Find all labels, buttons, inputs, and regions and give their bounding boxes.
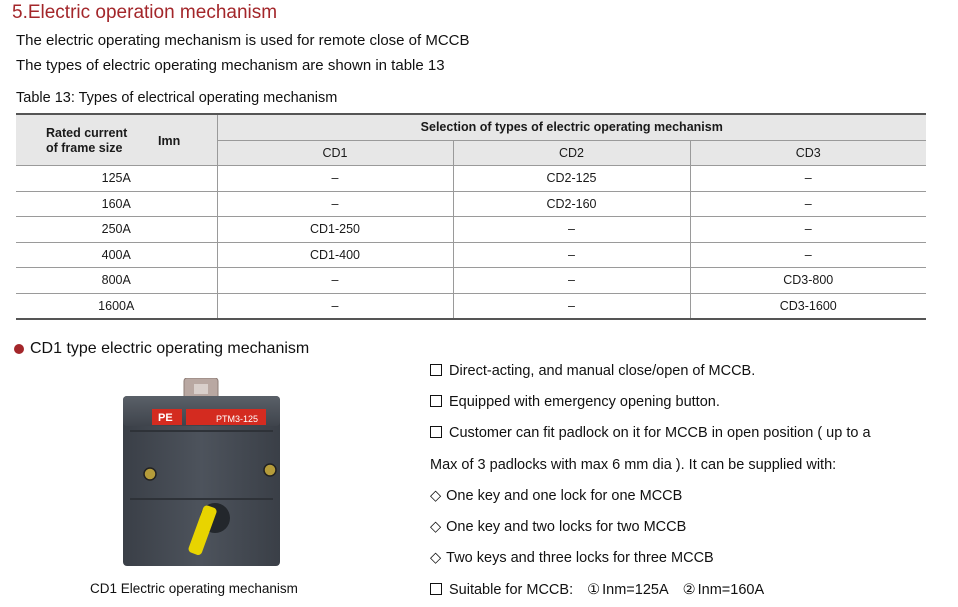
option-text: One key and one lock for one MCCB xyxy=(446,488,683,504)
table-row xyxy=(16,191,926,217)
table-row xyxy=(16,293,926,319)
feature-item-continued: Max of 3 padlocks with max 6 mm dia ). It can be supplied with: xyxy=(430,457,837,473)
checkbox-square-icon xyxy=(430,583,442,595)
rating-option-1: Inm=125A xyxy=(602,582,669,598)
circled-number-1: ① xyxy=(587,582,601,598)
selection-header: Selection of types of electric operating mechanism xyxy=(217,114,926,140)
table-cell: 400A xyxy=(16,242,217,268)
feature-item xyxy=(430,363,755,379)
table-cell: 125A xyxy=(16,166,217,192)
table-cell: – xyxy=(453,268,690,294)
rating-option-2: Inm=160A xyxy=(697,582,765,598)
table-cell: CD3-1600 xyxy=(690,293,926,319)
column-header-cd3: CD3 xyxy=(690,140,926,166)
option-item xyxy=(430,519,686,535)
table-cell: – xyxy=(217,293,453,319)
table-cell: 250A xyxy=(16,217,217,243)
diamond-icon: ◇ xyxy=(430,488,442,504)
table-cell: 800A xyxy=(16,268,217,294)
option-item xyxy=(430,488,682,504)
table-cell: CD3-800 xyxy=(690,268,926,294)
model-label: PTM3-125 xyxy=(216,414,259,424)
table-cell: – xyxy=(453,242,690,268)
table-row xyxy=(16,242,926,268)
table-cell: CD2-125 xyxy=(453,166,690,192)
option-text: Two keys and three locks for three MCCB xyxy=(446,550,714,566)
section-title: 5.Electric operation mechanism xyxy=(12,2,278,23)
option-item xyxy=(430,550,714,566)
feature-text: Suitable for MCCB: xyxy=(449,582,574,598)
table-cell: – xyxy=(690,166,926,192)
table-row xyxy=(16,166,926,192)
feature-text: Direct-acting, and manual close/open of MCCB. xyxy=(449,363,756,379)
operating-mechanism-illustration xyxy=(118,378,283,568)
frame-unit: Imn xyxy=(158,134,181,148)
diamond-icon: ◇ xyxy=(430,550,442,566)
table-row xyxy=(16,217,926,243)
intro-line-1: The electric operating mechanism is used for remote close of MCCB xyxy=(16,32,470,49)
cd1-heading-text: CD1 type electric operating mechanism xyxy=(30,340,310,357)
table-cell: CD2-160 xyxy=(453,191,690,217)
feature-item xyxy=(430,582,764,598)
feature-item xyxy=(430,425,871,441)
checkbox-square-icon xyxy=(430,426,442,438)
bullet-dot-icon xyxy=(14,344,24,354)
circled-number-2: ② xyxy=(682,582,696,598)
column-header-cd1: CD1 xyxy=(217,140,453,166)
frame-size-header xyxy=(16,114,217,166)
cd1-heading xyxy=(14,340,309,358)
frame-label-line-1: Rated current xyxy=(46,126,128,140)
brand-logo-text: PE xyxy=(158,412,173,424)
types-table xyxy=(16,113,926,320)
feature-item xyxy=(430,394,720,410)
product-image xyxy=(118,378,283,568)
intro-line-2: The types of electric operating mechanism are shown in table 13 xyxy=(16,57,445,74)
table-cell: – xyxy=(690,217,926,243)
table-cell: CD1-400 xyxy=(217,242,453,268)
table-cell: – xyxy=(690,191,926,217)
table-cell: 1600A xyxy=(16,293,217,319)
table-cell: 160A xyxy=(16,191,217,217)
table-cell: – xyxy=(217,268,453,294)
table-row xyxy=(16,268,926,294)
feature-text: Equipped with emergency opening button. xyxy=(449,394,720,410)
checkbox-square-icon xyxy=(430,364,442,376)
table-cell: – xyxy=(453,293,690,319)
product-caption: CD1 Electric operating mechanism xyxy=(90,581,298,596)
table-cell: – xyxy=(217,191,453,217)
table-cell: CD1-250 xyxy=(217,217,453,243)
option-text: One key and two locks for two MCCB xyxy=(446,519,687,535)
table-cell: – xyxy=(217,166,453,192)
table-cell: – xyxy=(453,217,690,243)
diamond-icon: ◇ xyxy=(430,519,442,535)
checkbox-square-icon xyxy=(430,395,442,407)
table-caption: Table 13: Types of electrical operating mechanism xyxy=(16,90,338,106)
column-header-cd2: CD2 xyxy=(453,140,690,166)
frame-label-line-2: of frame size xyxy=(46,141,123,155)
table-cell: – xyxy=(690,242,926,268)
feature-text: Customer can fit padlock on it for MCCB in open position ( up to a xyxy=(449,425,871,441)
